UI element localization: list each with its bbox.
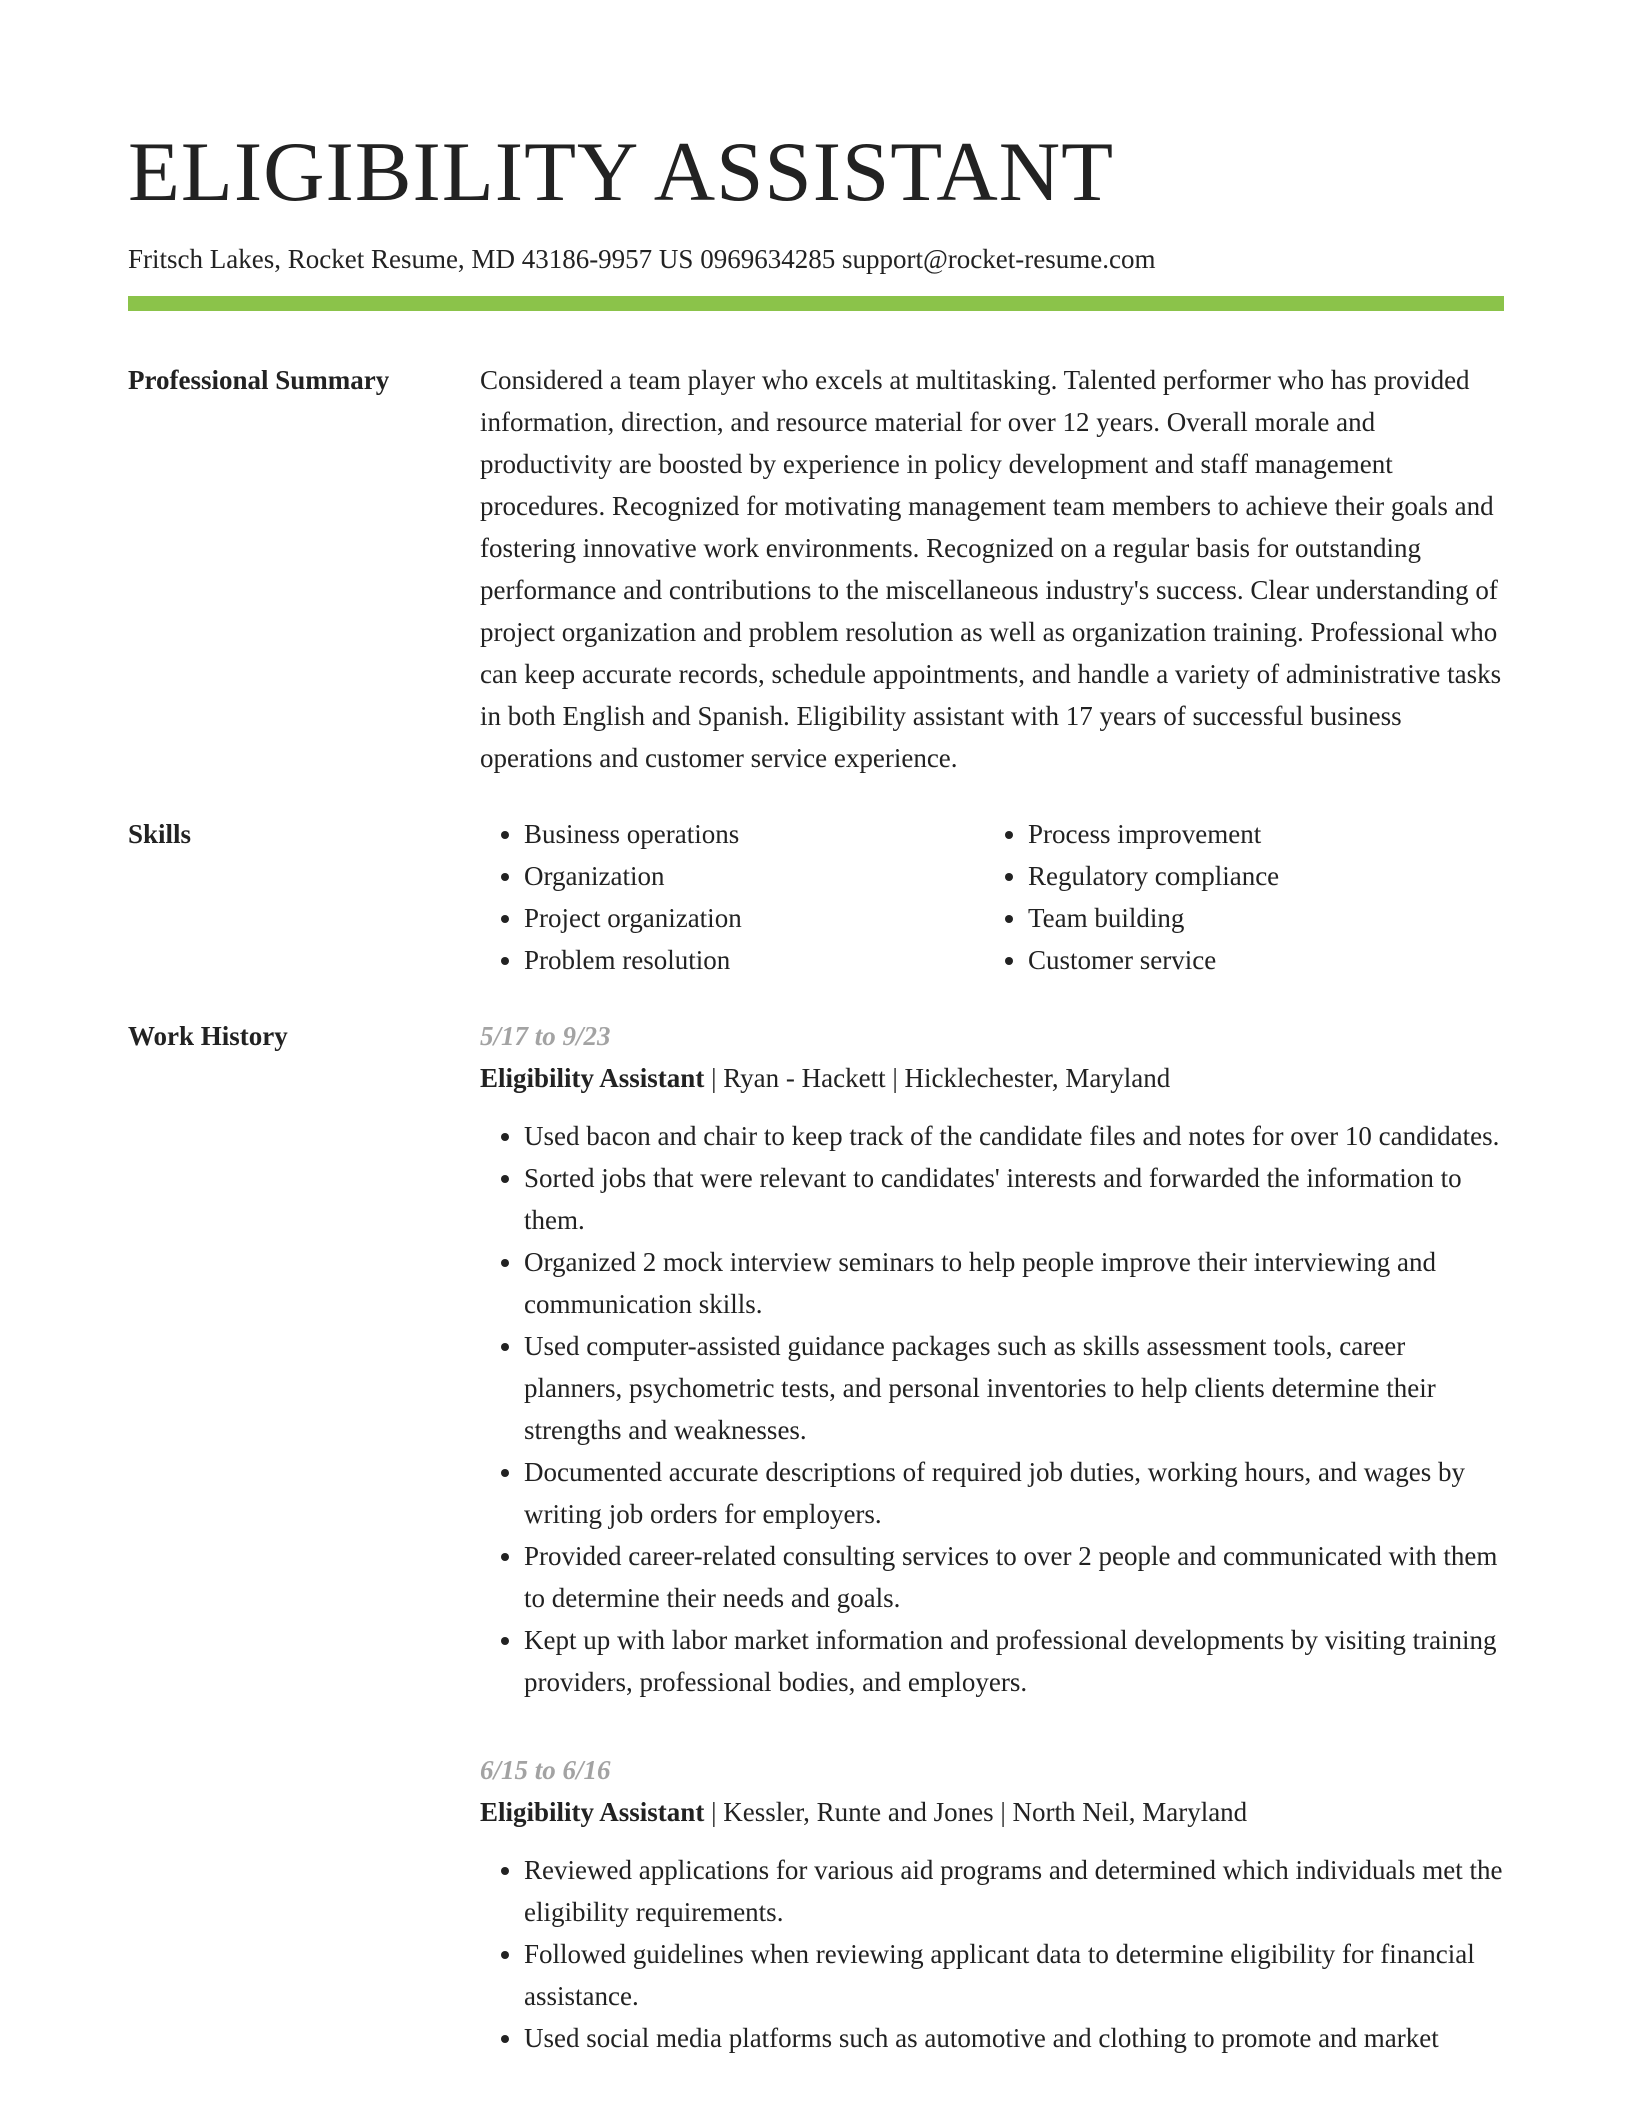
work-history-section [128, 1015, 1504, 2089]
section-title-summary: Professional Summary [128, 365, 390, 396]
job-bullet: • Documented accurate descriptions of required job duties, working hours, and wages by writing job orders for employers. [524, 1451, 1504, 1535]
job-heading [480, 1057, 1504, 1099]
job-bullet: • Used bacon and chair to keep track of the candidate files and notes for over 10 candidates. [524, 1115, 1504, 1157]
job-bullet: • Provided career-related consulting services to over 2 people and communicated with them to determine their needs and goals. [524, 1535, 1504, 1619]
candidate-name: ELIGIBILITY ASSISTANT [128, 125, 1115, 219]
skill-item: • Process improvement [1028, 813, 1488, 855]
skills-list-col2 [984, 813, 1488, 981]
job-bullet: • Kept up with labor market information and professional developments by visiting training providers, professional bodies, and employers. [524, 1619, 1504, 1703]
skill-item: • Business operations [524, 813, 984, 855]
job-title: Eligibility Assistant [480, 1063, 705, 1094]
skill-item: • Customer service [1028, 939, 1488, 981]
job-bullet: • Organized 2 mock interview seminars to help people improve their interviewing and communication skills. [524, 1241, 1504, 1325]
job-heading [480, 1791, 1504, 1833]
job-bullet: • Reviewed applications for various aid programs and determined which individuals met the eligibility requirements. [524, 1849, 1504, 1933]
skill-item: • Problem resolution [524, 939, 984, 981]
job-dates: 5/17 to 9/23 [480, 1021, 611, 1052]
skill-item: • Regulatory compliance [1028, 855, 1488, 897]
job-bullet: • Sorted jobs that were relevant to candidates' interests and forwarded the information to them. [524, 1157, 1504, 1241]
contact-line: Fritsch Lakes, Rocket Resume, MD 43186-9957 US 0969634285 support@rocket-resume.com [128, 244, 1156, 274]
header-divider [128, 296, 1504, 311]
job-title: Eligibility Assistant [480, 1797, 705, 1828]
job-bullets [480, 1115, 1504, 1703]
job-bullet: • Used computer-assisted guidance packages such as skills assessment tools, career planners, psychometric tests, and personal inventories to help clients determine their strengths and weaknesses. [524, 1325, 1504, 1451]
job-dates: 6/15 to 6/16 [480, 1755, 611, 1786]
section-title-work-history: Work History [128, 1021, 288, 1052]
job-employer-location: | Kessler, Runte and Jones | North Neil, Maryland [704, 1797, 1248, 1828]
job-bullet: • Followed guidelines when reviewing applicant data to determine eligibility for financial assistance. [524, 1933, 1504, 2017]
skill-item: • Project organization [524, 897, 984, 939]
summary-text: Considered a team player who excels at multitasking. Talented performer who has provided information, direction, and resource material for over 12 years. Overall morale and productivity are boosted by experience in policy development and staff management procedures. Recognized for motivating management team members to achieve their goals and fostering innovative work environments. Recognized on a regular basis for outstanding performance and contributions to the miscellaneous industry's success. Clear understanding of project organization and problem resolution as well as organization training. Professional who can keep accurate records, schedule appointments, and handle a variety of administrative tasks in both English and Spanish. Eligibility assistant with 17 years of successful business operations and customer service experience. [480, 365, 1502, 774]
skill-item: • Team building [1028, 897, 1488, 939]
skills-list-col1 [480, 813, 984, 981]
skills-section [128, 813, 1504, 981]
job-entry [480, 1749, 1504, 2059]
job-entry [480, 1015, 1504, 1703]
job-bullet: • Used social media platforms such as automotive and clothing to promote and market [524, 2017, 1504, 2059]
job-bullets [480, 1849, 1504, 2059]
job-employer-location: | Ryan - Hackett | Hicklechester, Maryland [704, 1063, 1171, 1094]
skill-item: • Organization [524, 855, 984, 897]
summary-section [128, 359, 1504, 779]
section-title-skills: Skills [128, 819, 192, 850]
